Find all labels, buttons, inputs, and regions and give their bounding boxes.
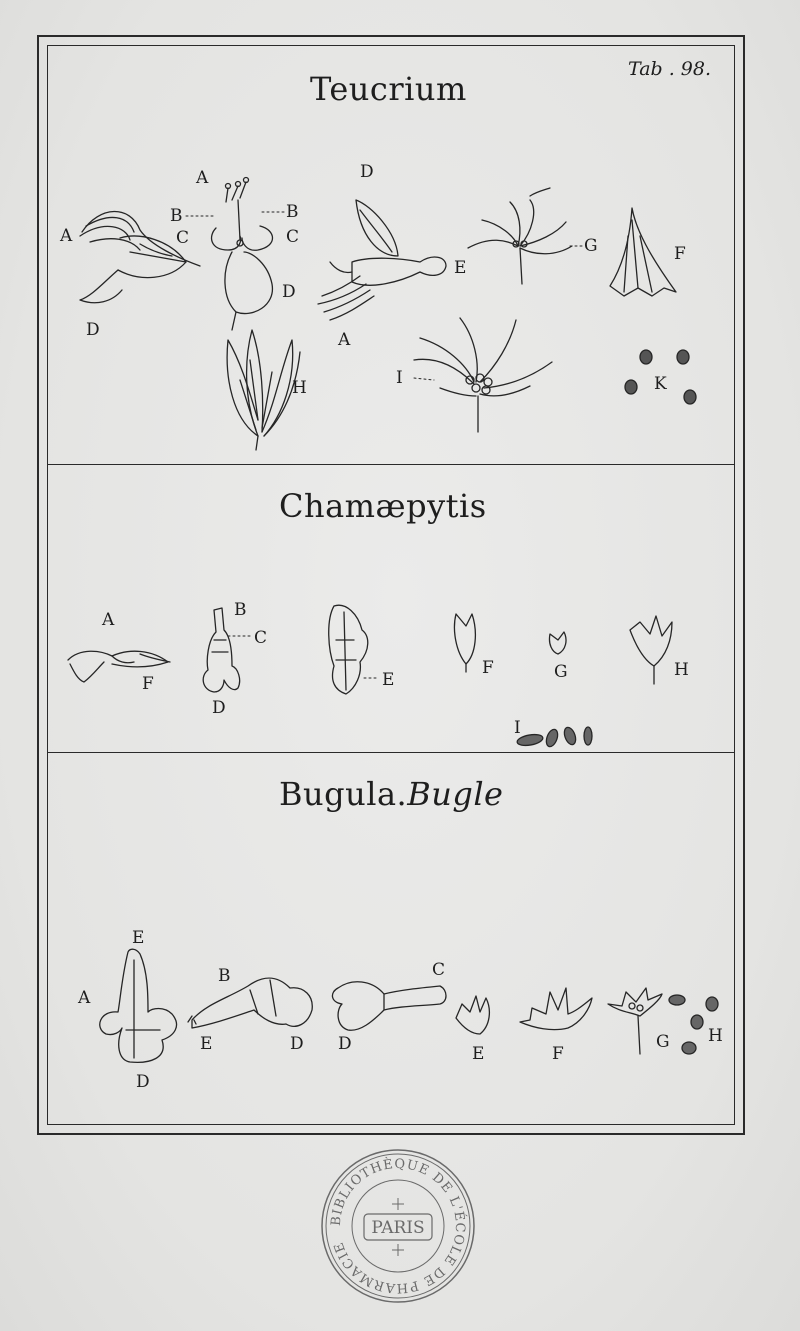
label-chamaepytis-h: H (674, 660, 689, 680)
chamaepytis-seeds-i (516, 726, 592, 748)
label-bugula-d3: D (338, 1034, 352, 1054)
label-chamaepytis-i: I (514, 718, 521, 738)
teucrium-calyx-g (468, 188, 572, 284)
bugula-calyx-g (608, 988, 662, 1054)
chamaepytis-flower-a (68, 651, 170, 682)
section-title-bugula-french: Bugle (407, 775, 504, 813)
label-bugula-e1: E (132, 928, 145, 948)
teucrium-calyx-i (414, 318, 552, 432)
label-teucrium-d2: D (282, 282, 296, 302)
label-bugula-b: B (218, 966, 231, 986)
chamaepytis-flower-d (203, 608, 239, 692)
label-teucrium-d1: D (86, 320, 100, 340)
label-teucrium-f: F (674, 244, 686, 264)
section-title-chamaepytis: Chamæpytis (279, 487, 487, 525)
label-chamaepytis-f1: F (142, 674, 154, 694)
chamaepytis-calyx-h (630, 616, 672, 684)
label-teucrium-h: H (292, 378, 307, 398)
label-bugula-c: C (432, 960, 446, 980)
label-teucrium-k: K (654, 374, 667, 394)
label-bugula-g: G (656, 1032, 670, 1052)
label-bugula-h: H (708, 1026, 723, 1046)
section-title-bugula: Bugula.Bugle (279, 775, 504, 813)
label-chamaepytis-a: A (102, 610, 115, 630)
label-bugula-e3: E (472, 1044, 485, 1064)
label-teucrium-i: I (396, 368, 403, 388)
label-teucrium-a1: A (60, 226, 73, 246)
teucrium-flower-front (212, 178, 273, 331)
label-teucrium-a3: A (338, 330, 351, 350)
label-bugula-d2: D (290, 1034, 304, 1054)
label-bugula-f: F (552, 1044, 564, 1064)
chamaepytis-calyx-f (454, 614, 475, 672)
bugula-flower-c (332, 982, 446, 1031)
label-teucrium-a2: A (196, 168, 209, 188)
teucrium-calyx-f (610, 208, 676, 296)
bugula-flower-b (188, 978, 312, 1028)
label-teucrium-d-top: D (360, 162, 374, 182)
label-bugula-e2: E (200, 1034, 213, 1054)
label-chamaepytis-d: D (212, 698, 226, 718)
label-chamaepytis-f2: F (482, 658, 494, 678)
bugula-calyx-f (520, 988, 592, 1030)
teucrium-calyx-h (227, 330, 300, 450)
bugula-calyx-e (456, 996, 489, 1034)
plate-number: Tab . 98. (628, 58, 712, 80)
label-chamaepytis-c: C (254, 628, 268, 648)
stamp-center-text: PARIS (371, 1218, 425, 1238)
section-title-bugula-latin: Bugula (279, 775, 397, 813)
library-stamp (320, 1148, 476, 1304)
label-teucrium-e: E (454, 258, 467, 278)
label-bugula-d1: D (136, 1072, 150, 1092)
section-title-teucrium: Teucrium (310, 70, 467, 108)
label-teucrium-c2: C (286, 227, 300, 247)
label-teucrium-c1: C (176, 228, 190, 248)
bugula-flower-a (100, 949, 177, 1062)
stamp-ring-text: BIBLIOTHÈQUE DE L'ÉCOLE DE PHARMACIE (328, 1156, 468, 1296)
label-bugula-a: A (78, 988, 91, 1008)
teucrium-flower-bent (318, 200, 446, 320)
chamaepytis-petal-e (329, 605, 368, 694)
label-chamaepytis-e: E (382, 670, 395, 690)
label-teucrium-b1: B (170, 206, 183, 226)
label-chamaepytis-g: G (554, 662, 568, 682)
chamaepytis-calyx-g (549, 632, 566, 654)
label-teucrium-g: G (584, 236, 598, 256)
label-chamaepytis-b: B (234, 600, 247, 620)
label-teucrium-b2: B (286, 202, 299, 222)
